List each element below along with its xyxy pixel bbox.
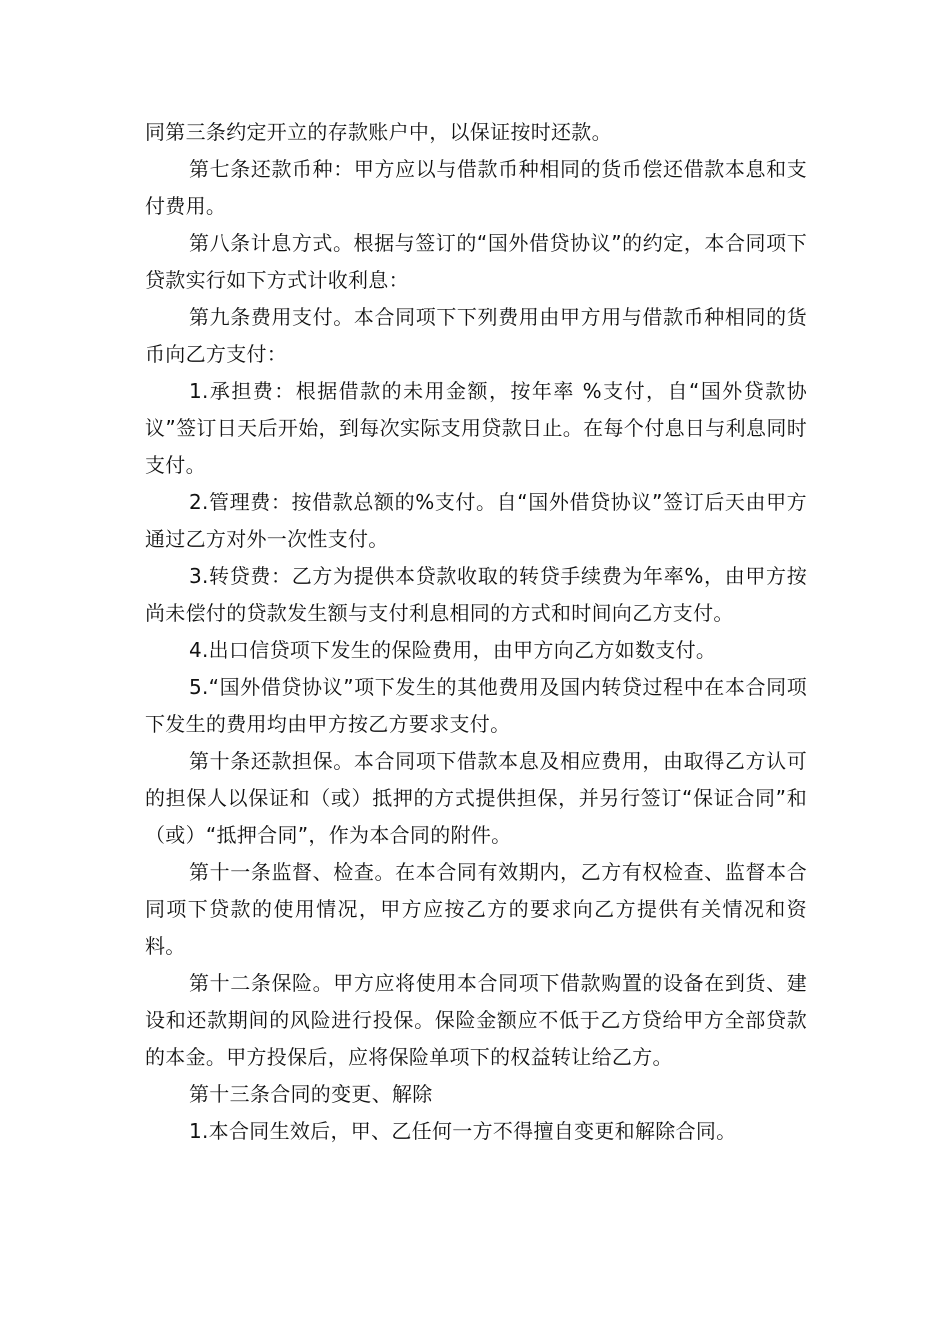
document-body bbox=[145, 114, 807, 1150]
paragraph-article-9-item-2: 2.管理费：按借款总额的%支付。自“国外借贷协议”签订后天由甲方通过乙方对外一次性支付。 bbox=[145, 490, 807, 551]
paragraph-article-9-item-5: 5.“国外借贷协议”项下发生的其他费用及国内转贷过程中在本合同项下发生的费用均由甲方按乙方要求支付。 bbox=[145, 675, 807, 736]
paragraph-article-9: 第九条费用支付。本合同项下下列费用由甲方用与借款币种相同的货币向乙方支付： bbox=[145, 305, 807, 366]
paragraph-article-13-item-1: 1.本合同生效后，甲、乙任何一方不得擅自变更和解除合同。 bbox=[189, 1119, 737, 1143]
paragraph-article-9-item-3: 3.转贷费：乙方为提供本贷款收取的转贷手续费为年率%，由甲方按尚未偿付的贷款发生额与支付利息相同的方式和时间向乙方支付。 bbox=[145, 564, 807, 625]
paragraph-article-13-heading: 第十三条合同的变更、解除 bbox=[189, 1082, 433, 1106]
paragraph-article-7: 第七条还款币种：甲方应以与借款币种相同的货币偿还借款本息和支付费用。 bbox=[145, 157, 807, 218]
paragraph-article-8: 第八条计息方式。根据与签订的“国外借贷协议”的约定，本合同项下贷款实行如下方式计收利息： bbox=[145, 231, 807, 292]
paragraph-article-9-item-1: 1.承担费：根据借款的未用金额，按年率 %支付，自“国外贷款协议”签订日天后开始，到每次实际支用贷款日止。在每个付息日与利息同时支付。 bbox=[145, 379, 807, 477]
paragraph-continuation: 同第三条约定开立的存款账户中，以保证按时还款。 bbox=[145, 120, 612, 144]
paragraph-article-10: 第十条还款担保。本合同项下借款本息及相应费用，由取得乙方认可的担保人以保证和（或）抵押的方式提供担保，并另行签订“保证合同”和（或）“抵押合同”，作为本合同的附件。 bbox=[145, 749, 807, 847]
paragraph-article-9-item-4: 4.出口信贷项下发生的保险费用，由甲方向乙方如数支付。 bbox=[189, 638, 717, 662]
paragraph-article-12: 第十二条保险。甲方应将使用本合同项下借款购置的设备在到货、建设和还款期间的风险进行投保。保险金额应不低于乙方贷给甲方全部贷款的本金。甲方投保后，应将保险单项下的权益转让给乙方。 bbox=[145, 971, 807, 1069]
paragraph-article-11: 第十一条监督、检查。在本合同有效期内，乙方有权检查、监督本合同项下贷款的使用情况，甲方应按乙方的要求向乙方提供有关情况和资料。 bbox=[145, 860, 807, 958]
